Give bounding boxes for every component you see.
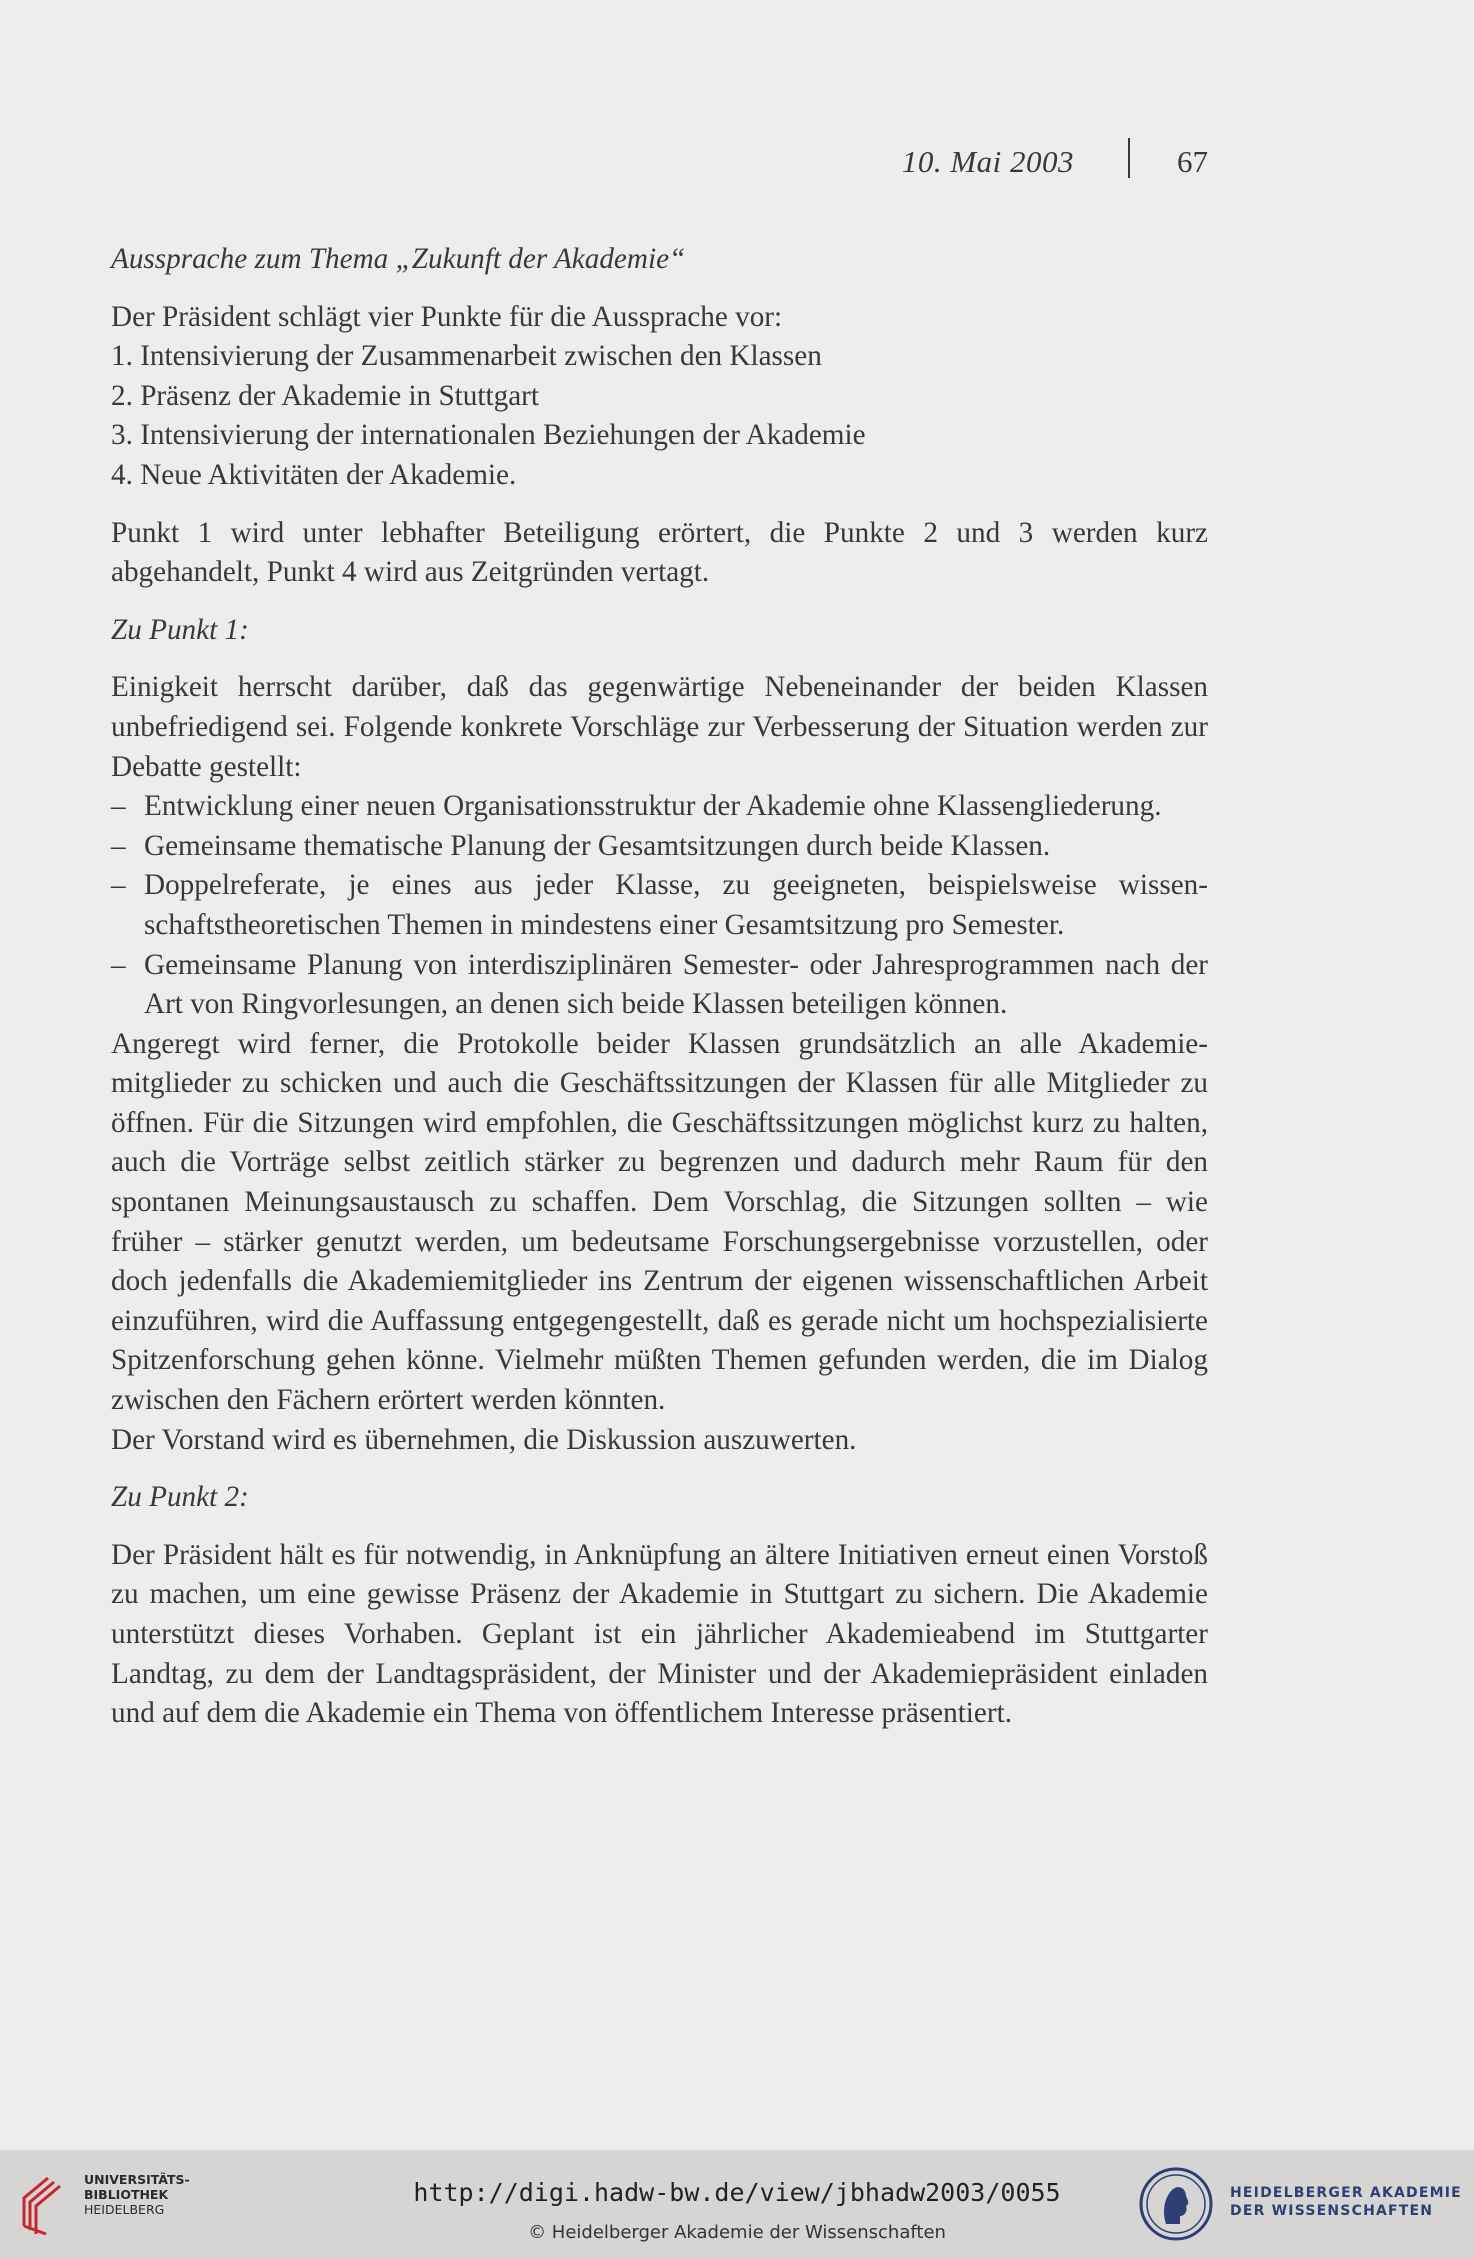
page-number: 67: [1177, 144, 1208, 179]
dash-mark: –: [111, 790, 126, 823]
running-head: [0, 138, 1474, 188]
punkt1-intro: Einigkeit herrscht darüber, daß das gegenwärtige Nebeneinander der beiden Klassen unbefriedigend sei. Folgende konkrete Vorschläge zur Verbesserung der Situation werden zur Debatte gestellt:: [111, 671, 1208, 783]
academy-seal-icon: [1138, 2166, 1214, 2242]
punkt2-heading: Zu Punkt 2:: [111, 1481, 249, 1514]
proposal-item: [111, 787, 1208, 827]
proposal-item: [111, 946, 1208, 1025]
academy-line: DER WISSENSCHAFTEN: [1230, 2203, 1434, 2219]
library-line: UNIVERSITÄTS-: [84, 2172, 190, 2187]
point-item: 1. Intensivierung der Zusammenarbeit zwischen den Klassen: [111, 340, 822, 373]
dash-mark: –: [111, 829, 126, 862]
copyright-notice: © Heidelberger Akademie der Wissenschaften: [528, 2222, 946, 2243]
section-title: Aussprache zum Thema „Zukunft der Akademie“: [111, 243, 686, 275]
proposal-text: Gemeinsame Planung von interdisziplinären Semester- oder Jahresprogrammen nach der Art von Ringvorlesungen, an denen sich beide Klassen beteiligen können.: [144, 948, 1208, 1021]
punkt1-paragraph: Angeregt wird ferner, die Protokolle beider Klassen grundsätzlich an alle Akademiemitglieder zu schicken und auch die Geschäftssitzungen der Klassen für alle Mitglieder zu öffnen. Für die Sitzungen wird empfohlen, die Geschäftssitzungen möglichst kurz zu halten, auch die Vorträge selbst zeitlich stärker zu begrenzen und dadurch mehr Raum für den spontanen Meinungsaustausch zu schaffen. Dem Vorschlag, die Sitzungen sollten – wie früher – stärker genutzt werden, um bedeutsame Forschungsergebnisse vorzustellen, oder doch jedenfalls die Akademiemitglieder ins Zentrum der eigenen wissenschaftlichen Arbeit einzuführen, wird die Auffassung entgegengestellt, daß es gerade nicht um hochspezialisierte Spitzenforschung gehen könne. Vielmehr müßten Themen gefunden werden, die im Dialog zwischen den Fächern erörtert werden könnten.: [111, 1027, 1208, 1417]
library-line: BIBLIOTHEK: [84, 2187, 169, 2202]
proposal-item: [111, 827, 1208, 867]
body-text: [111, 240, 1208, 1734]
library-line: HEIDELBERG: [84, 2202, 165, 2217]
punkt1-closing: Der Vorstand wird es übernehmen, die Diskussion auszuwerten.: [111, 1423, 857, 1456]
point-item: 2. Präsenz der Akademie in Stuttgart: [111, 379, 539, 412]
proposals-list: [111, 787, 1208, 1025]
footer-bar: [0, 2150, 1474, 2258]
proposal-item: [111, 866, 1208, 945]
source-url-link[interactable]: http://digi.hadw-bw.de/view/jbhadw2003/0055: [413, 2178, 1061, 2207]
summary-paragraph: Punkt 1 wird unter lebhafter Beteiligung erörtert, die Punkte 2 und 3 werden kurz abgehandelt, Punkt 4 wird aus Zeitgründen vertagt.: [111, 516, 1208, 589]
intro-paragraph: Der Präsident schlägt vier Punkte für die Aussprache vor:: [111, 300, 783, 333]
running-head-rule: [1128, 138, 1130, 178]
running-head-date: 10. Mai 2003: [901, 144, 1074, 179]
proposal-text: Gemeinsame thematische Planung der Gesamtsitzungen durch beide Klassen.: [144, 829, 1051, 862]
point-item: 4. Neue Aktivitäten der Akademie.: [111, 458, 517, 491]
academy-line: HEIDELBERGER AKADEMIE: [1230, 2185, 1462, 2201]
dash-mark: –: [111, 869, 126, 902]
point-item: 3. Intensivierung der internationalen Beziehungen der Akademie: [111, 419, 866, 452]
proposal-text: Entwicklung einer neuen Organisationsstruktur der Akademie ohne Klassengliederung.: [144, 790, 1162, 823]
academy-name: [1230, 2184, 1462, 2220]
punkt1-heading: Zu Punkt 1:: [111, 613, 249, 646]
dash-mark: –: [111, 948, 126, 981]
punkt2-paragraph: Der Präsident hält es für notwendig, in Anknüpfung an ältere Initiativen erneut einen Vorstoß zu machen, um eine gewisse Präsenz der Akademie in Stuttgart zu sichern. Die Akademie unterstützt dieses Vorhaben. Geplant ist ein jährlicher Akademieabend im Stuttgarter Landtag, zu dem der Landtagspräsident, der Minister und der Akademiepräsident einladen und auf dem die Akademie ein Thema von öffentlichem Interesse präsentiert.: [111, 1538, 1208, 1730]
proposal-text: Doppelreferate, je eines aus jeder Klasse, zu geeigneten, beispielsweise wissenschaftstheoretischen Themen in mindestens einer Gesamtsitzung pro Semester.: [144, 869, 1208, 941]
points-list: [111, 337, 1208, 495]
